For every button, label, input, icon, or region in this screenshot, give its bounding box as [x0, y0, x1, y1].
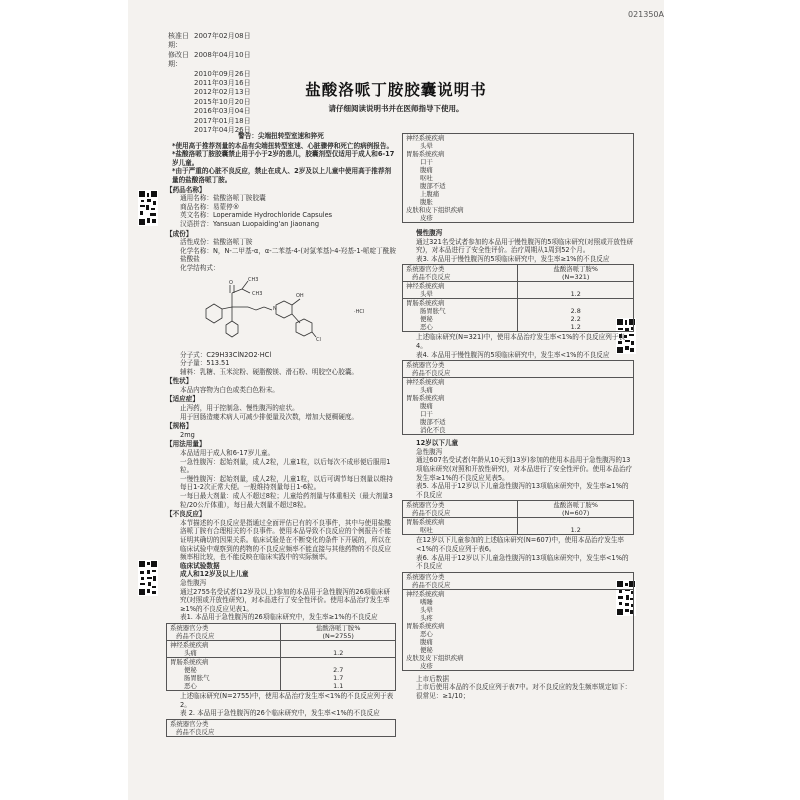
- table-cell: 头疼: [420, 613, 433, 622]
- date-value: 2008年04月10日: [194, 50, 251, 59]
- warning-line: *盐酸洛哌丁胺胶囊禁止用于小于2岁的患儿，胶囊剂型仅适用于成人和6-17岁儿童。: [172, 150, 395, 167]
- table-cell: 嗜睡: [420, 597, 433, 606]
- trial-header: 临床试验数据: [180, 561, 220, 570]
- composition-line: 活性成份：盐酸洛哌丁胺: [180, 238, 253, 247]
- table-header: 药品不良反应: [412, 509, 451, 518]
- dosage-line: 本品适用于成人和6-17岁儿童。: [180, 449, 275, 458]
- table-header: 系统器官分类: [406, 361, 445, 370]
- table-cell: 腹痛: [420, 637, 433, 646]
- table-cell: 便秘: [184, 665, 197, 674]
- table-header: 药品不良反应: [412, 580, 451, 589]
- svg-text:N: N: [273, 305, 277, 312]
- table-cell: 腹部不适: [420, 182, 446, 190]
- post-market-label: 上市后数据: [416, 674, 449, 683]
- warning-line: *由于严重的心脏不良反应，禁止在成人、2岁及以上儿童中使用高于推荐剂量的盐酸洛哌丁胺。: [172, 167, 392, 184]
- section-header: 【性状】: [166, 377, 193, 386]
- svg-text:CH3: CH3: [248, 276, 259, 283]
- date-row: [168, 32, 254, 51]
- post-market-freq: 很常见：≥1/10；: [416, 691, 470, 700]
- table-cell: 消化不良: [420, 426, 446, 435]
- characteristics: 本品内容物为白色或类白色粉末。: [180, 385, 279, 394]
- section-header: 【不良反应】: [166, 510, 206, 519]
- table-2: [166, 719, 396, 737]
- table-cell: 2.8: [570, 307, 581, 316]
- table-caption: 表5. 本品用于12岁以下儿童急性腹泻的13项临床研究中，发生率≥1%的不良反应: [416, 482, 629, 499]
- table-header: 药品不良反应: [412, 369, 451, 378]
- left-column: [166, 132, 396, 738]
- table-header: 系统器官分类: [406, 265, 445, 274]
- table-cell: 1.1: [333, 681, 344, 690]
- table-cell: 口干: [420, 410, 433, 419]
- table-cell: 头晕: [420, 290, 433, 299]
- table-cell: 1.2: [570, 323, 581, 332]
- table-class: 胃肠系统疾病: [406, 621, 445, 630]
- excipients: 辅料：乳糖、玉米淀粉、硬脂酸镁、滑石粉、明胶空心胶囊。: [180, 367, 359, 376]
- kids-text: 通过607名受试者(年龄从10天到13岁)参加的使用本品用于急性腹泻的13项临床研究(对照和开放性研究)，对本品进行了安全性评价。使用本品治疗发生率≥1%的不良反应见表5。: [416, 456, 633, 482]
- date-value: 2010年09月26日: [194, 69, 251, 78]
- table-class: 胃肠系统疾病: [406, 394, 445, 403]
- table-header: 盐酸洛哌丁胺%: [315, 623, 361, 632]
- svg-text:O: O: [229, 279, 233, 286]
- table-class: 胃肠系统疾病: [406, 299, 445, 308]
- acute-label: 急性腹泻: [180, 578, 207, 587]
- dosage-line: 一每日最大剂量：成人不超过8粒；儿童给药剂量与体重相关（最大剂量3粒/20公斤体重），每日最大剂量不超过8粒。: [180, 492, 393, 509]
- date-row: [168, 117, 254, 126]
- date-row: [168, 51, 254, 70]
- table-class: 神经系统疾病: [170, 640, 209, 649]
- svg-text:Cl: Cl: [316, 336, 321, 343]
- table-cell: 皮疹: [420, 214, 433, 222]
- table-cell: 便秘: [420, 315, 433, 324]
- table-cell: 便秘: [420, 645, 433, 654]
- date-value: 2017年04月26日: [194, 126, 251, 135]
- table-note: 上述临床研究(N=321)中，使用本品治疗发生率<1%的不良反应列于表4。: [416, 333, 626, 350]
- table-class: 神经系统疾病: [406, 589, 445, 598]
- dosage-line: 一急性腹泻：起始剂量，成人2粒，儿童1粒，以后每次不成形便后服用1粒。: [180, 457, 391, 475]
- table-caption: 表3. 本品用于慢性腹泻的5项临床研究中，发生率≥1%的不良反应: [416, 254, 610, 263]
- composition-line: 化学结构式：: [180, 263, 220, 272]
- table-caption: 表 2. 本品用于急性腹泻的26个临床研究中，发生率<1%的不良反应: [180, 709, 380, 718]
- table-cell: 肠胃胀气: [420, 307, 446, 316]
- section-header: 【药品名称】: [166, 185, 206, 194]
- table-class: 皮肤及皮下组织疾病: [406, 653, 464, 662]
- section-header: 【适应症】: [166, 395, 199, 404]
- table-cell: 呕吐: [420, 526, 433, 535]
- name-line: 商品名称：易蒙停®: [180, 202, 240, 211]
- table-caption: 表1. 本品用于急性腹泻的26项临床研究中，发生率≥1%的不良反应: [180, 613, 378, 622]
- svg-text:CH3: CH3: [252, 290, 263, 297]
- table-4: [402, 360, 634, 435]
- trial-subheader: 成人和12岁及以上儿童: [180, 570, 249, 579]
- table-1: [166, 623, 396, 691]
- table-header: 盐酸洛哌丁胺%: [553, 501, 598, 510]
- table-header: (N=321): [562, 273, 590, 282]
- table-header: (N=607): [562, 509, 590, 518]
- table-cell: 上腹痛: [420, 190, 440, 198]
- section-header: 【用法用量】: [166, 440, 206, 449]
- table-cell: 1.2: [570, 290, 581, 299]
- warning-title: 警告：尖端扭转型室速和猝死: [238, 132, 324, 140]
- table-cell: 头痛: [184, 648, 197, 657]
- name-line: 通用名称：盐酸洛哌丁胺胶囊: [180, 194, 266, 203]
- table-cell: 1.2: [570, 526, 581, 535]
- table-class: 胃肠系统疾病: [406, 518, 445, 527]
- table-header: 系统器官分类: [170, 623, 209, 632]
- table-header: 系统器官分类: [406, 572, 445, 581]
- table-cell: 呕吐: [420, 174, 433, 182]
- table-note: 上述临床研究(N=2755)中，使用本品治疗发生率<1%的不良反应列于表2。: [180, 691, 394, 709]
- page-title: 盐酸洛哌丁胺胶囊说明书: [305, 81, 487, 99]
- table-class: 皮肤和皮下组织疾病: [406, 206, 464, 214]
- table-cell: 1.7: [333, 673, 344, 682]
- date-label: [168, 117, 194, 126]
- date-value: 2016年03月04日: [194, 107, 251, 116]
- date-value: 2012年02月13日: [194, 88, 251, 97]
- svg-text:OH: OH: [296, 292, 304, 299]
- table-cell: 头晕: [420, 605, 433, 614]
- specification: 2mg: [180, 430, 195, 439]
- table-cell: 恶心: [420, 629, 433, 638]
- name-line: 英文名称：Loperamide Hydrochloride Capsules: [180, 211, 333, 220]
- barcode-icon: [138, 560, 158, 596]
- chronic-text: 通过321名受试者参加的本品用于慢性腹泻的5项临床研究(对照或开放性研究)，对本品进行了安全性评价。治疗周期从1周到52个月。: [416, 237, 634, 255]
- table-cell: 2.7: [333, 665, 344, 674]
- table-cell: 腹痛: [420, 402, 433, 411]
- table-cell: 2.2: [570, 315, 581, 324]
- table-cell: 皮疹: [420, 661, 433, 670]
- table-cell: 腹痛: [420, 166, 433, 174]
- table-6: [402, 572, 634, 671]
- table-3: [402, 264, 634, 332]
- kids-label: 12岁以下儿童: [416, 439, 459, 448]
- name-line: 汉语拼音：Yansuan Luopaiding'an Jiaonang: [180, 219, 320, 228]
- table-cell: 恶心: [184, 681, 197, 690]
- date-value: 2017年01月18日: [194, 116, 251, 125]
- section-header: 【规格】: [166, 422, 193, 431]
- table-cell: 口干: [420, 158, 433, 166]
- table-header: 药品不良反应: [176, 631, 215, 640]
- molecular-weight: 分子量：513.51: [180, 359, 230, 368]
- table-header: (N=2755): [322, 631, 354, 640]
- structure-drawing: [196, 277, 386, 349]
- dosage-line: 一慢性腹泻：起始剂量，成人2粒，儿童1粒，以后可调节每日剂量以维持每日1-2次正常大便。一般维持剂量每日1-6粒。: [180, 474, 393, 492]
- table-cell: 腹胀: [420, 198, 433, 206]
- table-header: 系统器官分类: [170, 719, 209, 728]
- table-header: 药品不良反应: [176, 727, 215, 736]
- table-note: 在12岁以下儿童参加的上述临床研究(N=607)中，使用本品治疗发生率<1%的不良反应列于表6。: [416, 536, 625, 553]
- kids-acute-label: 急性腹泻: [416, 447, 443, 456]
- table-header: 盐酸洛哌丁胺%: [553, 265, 598, 274]
- table-caption: 表6. 本品用于12岁以下儿童急性腹泻的13项临床研究中，发生率<1%的不良反应: [416, 553, 629, 571]
- table-class: 神经系统疾病: [406, 134, 445, 142]
- right-column: [402, 132, 634, 700]
- table-class: 胃肠系统疾病: [170, 657, 209, 666]
- table-cell: 肠胃胀气: [184, 673, 210, 682]
- date-label: 核准日期：: [168, 32, 189, 50]
- indication-line: 用于回肠造瘘术病人可减少排便量及次数，增加大便稠硬度。: [180, 412, 359, 421]
- table-cell: 腹部不适: [420, 418, 446, 427]
- date-label: 修改日期：: [168, 50, 189, 69]
- chemical-structure: [166, 273, 396, 351]
- hcl-label: ·HCl: [354, 308, 365, 315]
- table-class: 神经系统疾病: [406, 282, 445, 291]
- date-value: 2015年10月20日: [194, 97, 251, 106]
- table-header: 药品不良反应: [412, 273, 451, 282]
- table-cell: 1.2: [333, 648, 344, 657]
- table-caption: 表4. 本品用于慢性腹泻的5项临床研究中，发生率<1%的不良反应: [416, 350, 610, 359]
- table-2-continued: [402, 133, 634, 223]
- table-class: 胃肠系统疾病: [406, 150, 445, 158]
- table-cell: 头晕: [420, 142, 433, 150]
- table-5: [402, 500, 634, 535]
- table-class: 神经系统疾病: [406, 378, 445, 387]
- adverse-reactions-text: 本节描述的不良反应是指通过全面评估已有的不良事件，其中与使用盐酸洛哌丁胺有合理相关的不良事件。使用本品导致不良反应的个例报告不能证明其确切的因果关系。临床试验是在不断变化的条件下开展的，所以在临床试验中观察到的药物的不良反应频率不能直接与其他药物的不良反应频率相比较，也不能反映在临床实践中的实际频率。: [180, 518, 391, 562]
- acute-text: 通过2755名受试者(12岁及以上)参加的本品用于急性腹泻的26项临床研究(对照或开放性研究)，对本品进行了安全性评价。使用本品治疗发生率≥1%的不良反应见表1。: [180, 587, 391, 613]
- chronic-label: 慢性腹泻: [416, 229, 443, 237]
- indication-line: 止泻药，用于控制急、慢性腹泻的症状。: [180, 404, 299, 413]
- formula: 分子式：C29H33ClN2O2·HCl: [180, 350, 272, 359]
- post-market-text: 上市后使用本品的不良反应列于表7中。对不良反应的发生频率规定如下：: [416, 683, 632, 692]
- section-header: 【成份】: [166, 229, 193, 238]
- table-header: 系统器官分类: [406, 501, 445, 510]
- warning-line: *使用高于推荐剂量的本品有尖端扭转型室速、心脏骤停和死亡的病例报告。: [172, 141, 394, 150]
- composition-line: 化学名称：N，N-二甲基-α，α-二苯基-4-(对氯苯基)-4-羟基-1-哌啶丁酰胺盐酸盐: [180, 246, 396, 264]
- date-value: 2007年02月08日: [194, 32, 251, 40]
- document-code: 021350A: [627, 10, 664, 19]
- leaflet-sheet: [128, 0, 664, 800]
- date-value: 2011年03月16日: [194, 79, 251, 88]
- table-cell: 头痛: [420, 386, 433, 395]
- barcode-icon: [138, 190, 158, 226]
- page-subtitle: 请仔细阅读说明书并在医师指导下使用。: [328, 104, 464, 113]
- table-cell: 恶心: [420, 323, 433, 332]
